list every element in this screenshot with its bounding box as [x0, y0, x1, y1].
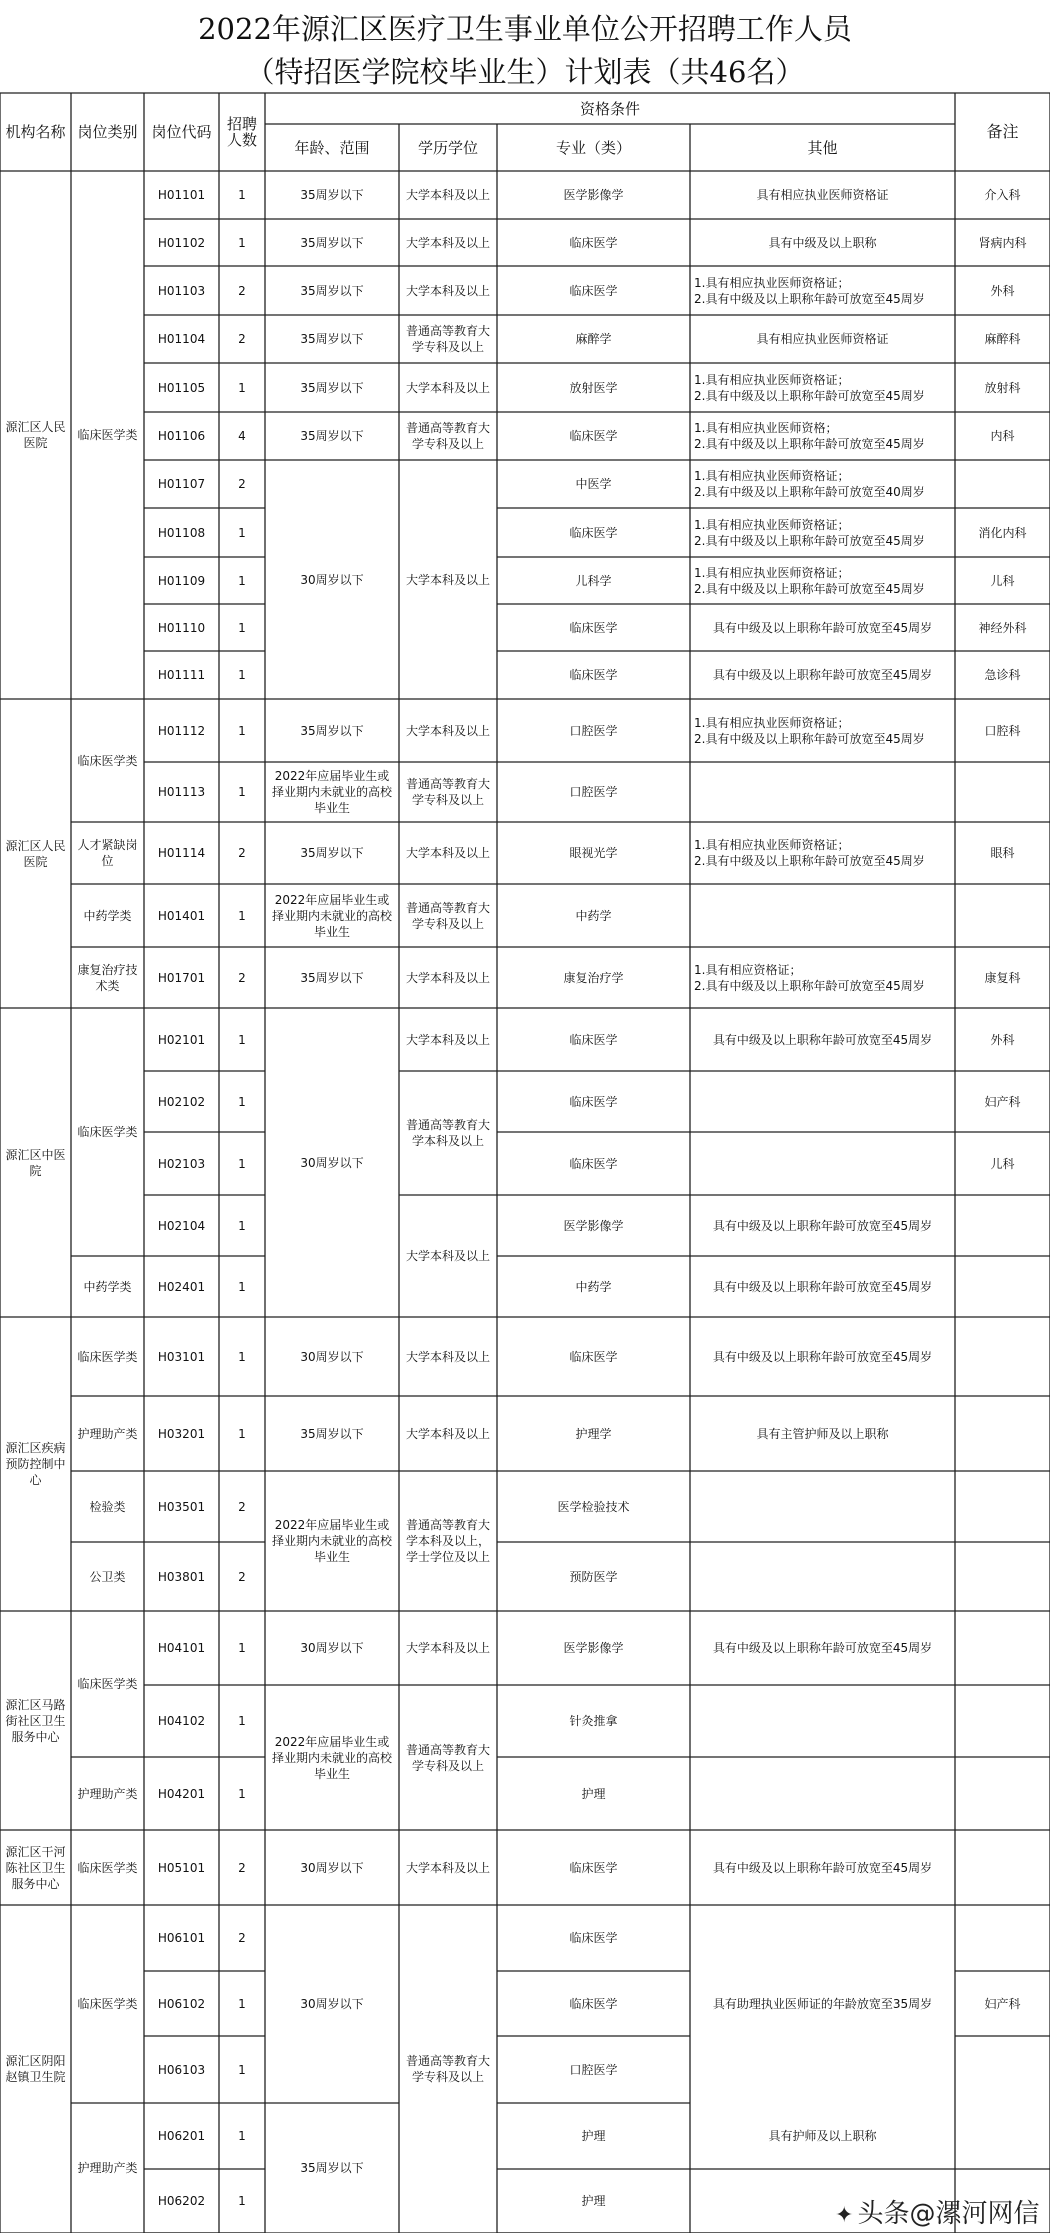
remark [955, 1757, 1050, 1830]
other-requirement: 1.具有相应资格证； 2.具有中级及以上职称年龄可放宽至45周岁 [694, 962, 925, 993]
remark [955, 1317, 1050, 1396]
post-code: H01110 [157, 620, 206, 635]
remark: 放射科 [984, 380, 1021, 395]
recruit-count: 1 [238, 1786, 246, 1801]
post-type: 人才紧缺岗位 [77, 838, 138, 868]
watermark [835, 2193, 1039, 2230]
major: 医学影像学 [563, 1641, 624, 1655]
major: 放射医学 [569, 380, 618, 395]
post-code: H01102 [157, 235, 206, 250]
post-type: 公卫类 [89, 1569, 126, 1584]
major: 临床医学 [569, 1094, 618, 1109]
other-requirement: 具有中级及以上职称年龄可放宽至45周岁 [712, 620, 933, 635]
post-code: H06201 [157, 2129, 206, 2143]
other-requirement: 1.具有相应执业医师资格证； 2.具有中级及以上职称年龄可放宽至40周岁 [694, 469, 925, 499]
post-type: 临床医学类 [77, 1860, 138, 1875]
education: 大学本科及以上 [405, 235, 490, 250]
other-requirement [690, 1132, 955, 1195]
education: 普通高等教育大学专科及以上 [405, 421, 490, 451]
post-type: 临床医学类 [77, 1677, 138, 1691]
recruit-count: 2 [238, 332, 246, 346]
post-type: 临床医学类 [77, 753, 138, 768]
major: 麻醉学 [575, 332, 612, 346]
age-range: 35周岁以下 [300, 429, 364, 443]
major: 临床医学 [569, 235, 618, 250]
major: 口腔医学 [569, 723, 618, 738]
post-type: 临床医学类 [77, 428, 138, 442]
post-code: H01106 [157, 429, 206, 443]
post-type: 中药学类 [83, 908, 132, 923]
other-requirement: 具有相应执业医师资格证 [756, 332, 889, 346]
age-range: 30周岁以下 [300, 1155, 364, 1170]
post-code: H02101 [157, 1032, 206, 1047]
other-requirement: 具有中级及以上职称年龄可放宽至45周岁 [712, 1349, 933, 1364]
post-code: H02103 [157, 1156, 206, 1171]
post-code: H01109 [157, 573, 206, 588]
header-code: 岗位代码 [151, 123, 212, 141]
major: 医学影像学 [563, 188, 624, 202]
major: 口腔医学 [569, 2062, 618, 2077]
remark [955, 460, 1050, 508]
education: 普通高等教育大学本科及以上，学士学位及以上 [405, 1518, 490, 1564]
remark [955, 1471, 1050, 1542]
post-code: H05101 [157, 1860, 206, 1875]
remark: 妇产科 [984, 1996, 1021, 2011]
remark: 口腔科 [984, 723, 1021, 738]
recruit-count: 1 [238, 1032, 246, 1047]
remark: 儿科 [990, 1156, 1015, 1171]
education: 大学本科及以上 [405, 283, 490, 298]
major: 临床医学 [569, 283, 618, 298]
education: 普通高等教育大学专科及以上 [405, 2054, 490, 2084]
other-requirement: 1.具有相应执业医师资格证； 2.具有中级及以上职称年龄可放宽至45周岁 [694, 838, 925, 868]
recruit-count: 1 [238, 1349, 246, 1364]
major: 临床医学 [569, 1860, 618, 1875]
age-range: 35周岁以下 [300, 846, 364, 860]
recruit-count: 2 [238, 477, 246, 491]
watermark-text: 头条@漯河网信 [857, 2199, 1040, 2229]
title-line-2: （特招医学院校毕业生）计划表（共46名） [245, 55, 805, 89]
major: 康复治疗学 [563, 970, 624, 985]
other-requirement: 具有中级及以上职称年龄可放宽至45周岁 [712, 1860, 933, 1875]
education: 大学本科及以上 [405, 723, 490, 738]
post-type: 护理助产类 [77, 2161, 138, 2175]
other-requirement [690, 1685, 955, 1757]
other-requirement [690, 1071, 955, 1132]
major: 临床医学 [569, 1156, 618, 1171]
remark [955, 1685, 1050, 1757]
post-type: 检验类 [89, 1499, 126, 1514]
major: 护理学 [575, 1426, 612, 1441]
remark: 外科 [990, 1032, 1015, 1047]
org-name: 源汇区人民医院 [5, 838, 66, 869]
post-code: H03501 [157, 1499, 206, 1514]
post-code: H01113 [157, 785, 206, 799]
post-code: H06103 [157, 2062, 206, 2077]
other-requirement: 具有助理执业医师证的年龄放宽至35周岁 [712, 1997, 933, 2011]
post-code: H03801 [157, 1569, 206, 1584]
remark [955, 1195, 1050, 1256]
post-code: H04102 [157, 1714, 206, 1728]
other-requirement: 具有中级及以上职称 [768, 235, 877, 250]
remark: 内科 [990, 429, 1015, 443]
recruit-count: 4 [238, 429, 246, 443]
other-requirement [690, 762, 955, 822]
recruit-count: 1 [238, 2129, 246, 2143]
header-other: 其他 [807, 138, 838, 157]
post-code: H01401 [157, 908, 206, 923]
major: 医学影像学 [563, 1218, 624, 1233]
recruit-count: 2 [238, 1499, 246, 1514]
remark [955, 1256, 1050, 1317]
education: 大学本科及以上 [405, 970, 490, 985]
remark: 外科 [990, 283, 1015, 298]
post-type: 康复治疗技术类 [77, 962, 138, 993]
other-requirement: 1.具有相应执业医师资格证； 2.具有中级及以上职称年龄可放宽至45周岁 [694, 517, 925, 548]
education: 大学本科及以上 [405, 380, 490, 395]
recruit-count: 1 [238, 380, 246, 395]
org-name: 源汇区人民医院 [5, 420, 66, 450]
org-name: 源汇区中医院 [5, 1147, 66, 1178]
recruit-count: 1 [238, 525, 246, 540]
remark: 介入科 [984, 188, 1021, 202]
remark [955, 762, 1050, 822]
education: 普通高等教育大学本科及以上 [405, 1118, 490, 1148]
post-code: H01111 [157, 668, 206, 682]
other-requirement [690, 1471, 955, 1542]
other-requirement: 1.具有相应执业医师资格证； 2.具有中级及以上职称年龄可放宽至45周岁 [694, 372, 925, 403]
recruit-count: 1 [238, 2062, 246, 2077]
recruit-count: 1 [238, 1279, 246, 1294]
post-type: 临床医学类 [77, 1125, 138, 1139]
org-name: 源汇区疾病预防控制中心 [5, 1441, 66, 1487]
major: 中药学 [575, 908, 612, 923]
title-line-1: 2022年源汇区医疗卫生事业单位公开招聘工作人员 [198, 12, 852, 46]
education: 大学本科及以上 [405, 846, 490, 860]
major: 护理 [581, 2194, 606, 2208]
recruit-count: 1 [238, 573, 246, 588]
major: 中药学 [575, 1279, 612, 1294]
post-code: H01701 [157, 970, 206, 985]
recruit-count: 2 [238, 846, 246, 860]
other-requirement: 1.具有相应执业医师资格； 2.具有中级及以上职称年龄可放宽至45周岁 [694, 421, 925, 451]
education: 普通高等教育大学专科及以上 [405, 900, 490, 931]
other-requirement [690, 1542, 955, 1611]
recruit-count: 1 [238, 2194, 246, 2208]
header-edu: 学历学位 [417, 138, 478, 157]
age-range: 2022年应届毕业生或择业期内未就业的高校毕业生 [271, 1518, 392, 1564]
education: 大学本科及以上 [405, 1349, 490, 1364]
age-range: 30周岁以下 [300, 1349, 364, 1364]
post-code: H06202 [157, 2194, 206, 2208]
remark [955, 2103, 1050, 2169]
remark: 儿科 [990, 573, 1015, 588]
remark: 麻醉科 [984, 332, 1021, 346]
post-code: H01103 [157, 283, 206, 298]
age-range: 2022年应届毕业生或择业期内未就业的高校毕业生 [271, 892, 392, 939]
post-type: 中药学类 [83, 1279, 132, 1294]
header-cond: 资格条件 [579, 99, 640, 118]
education: 大学本科及以上 [405, 1032, 490, 1047]
org-name: 源汇区马路街社区卫生服务中心 [5, 1697, 66, 1744]
post-code: H04201 [157, 1786, 206, 1801]
age-range: 35周岁以下 [300, 970, 364, 985]
other-requirement [690, 884, 955, 947]
recruit-count: 1 [238, 1714, 246, 1728]
major: 临床医学 [569, 429, 618, 443]
post-code: H02401 [157, 1279, 206, 1294]
major: 预防医学 [569, 1569, 618, 1584]
age-range: 2022年应届毕业生或择业期内未就业的高校毕业生 [271, 769, 392, 815]
recruit-count: 2 [238, 970, 246, 985]
major: 口腔医学 [569, 785, 618, 799]
recruit-count: 2 [238, 1860, 246, 1875]
major: 中医学 [575, 477, 612, 491]
education: 大学本科及以上 [405, 1860, 490, 1875]
education: 大学本科及以上 [405, 1426, 490, 1441]
remark [955, 884, 1050, 947]
age-range: 30周岁以下 [300, 572, 364, 587]
age-range: 35周岁以下 [300, 283, 364, 298]
age-range: 30周岁以下 [300, 1860, 364, 1875]
recruit-count: 2 [238, 1931, 246, 1945]
education: 大学本科及以上 [405, 1641, 490, 1655]
other-requirement: 具有中级及以上职称年龄可放宽至45周岁 [712, 1279, 933, 1294]
age-range: 35周岁以下 [300, 1426, 364, 1441]
major: 临床医学 [569, 668, 618, 682]
recruit-count: 1 [238, 235, 246, 250]
post-code: H01104 [157, 332, 206, 346]
remark: 肾病内科 [978, 235, 1027, 250]
other-requirement: 1.具有相应执业医师资格证； 2.具有中级及以上职称年龄可放宽至45周岁 [694, 715, 925, 746]
other-requirement: 具有护师及以上职称 [768, 2129, 877, 2143]
other-requirement: 1.具有相应执业医师资格证； 2.具有中级及以上职称年龄可放宽至45周岁 [694, 565, 925, 596]
recruit-count: 1 [238, 1094, 246, 1109]
recruit-count: 1 [238, 908, 246, 923]
recruit-count: 1 [238, 188, 246, 202]
post-code: H01112 [157, 723, 206, 738]
post-code: H01108 [157, 525, 206, 540]
education: 普通高等教育大学专科及以上 [405, 1742, 490, 1773]
org-name: 源汇区干河陈社区卫生服务中心 [5, 1844, 66, 1891]
post-code: H06102 [157, 1996, 206, 2011]
remark: 急诊科 [984, 668, 1021, 682]
post-code: H02102 [157, 1094, 206, 1109]
post-code: H01105 [157, 380, 206, 395]
major: 护理 [581, 1786, 606, 1801]
remark: 妇产科 [984, 1094, 1021, 1109]
major: 临床医学 [569, 620, 618, 635]
post-code: H02104 [157, 1218, 206, 1233]
major: 临床医学 [569, 1349, 618, 1364]
age-range: 35周岁以下 [300, 188, 364, 202]
remark: 康复科 [984, 970, 1021, 985]
age-range: 30周岁以下 [300, 1997, 364, 2011]
remark: 眼科 [990, 846, 1015, 860]
recruit-count: 1 [238, 785, 246, 799]
post-code: H03201 [157, 1426, 206, 1441]
education: 普通高等教育大学专科及以上 [405, 324, 490, 354]
remark: 消化内科 [978, 525, 1027, 540]
other-requirement: 1.具有相应执业医师资格证； 2.具有中级及以上职称年龄可放宽至45周岁 [694, 275, 925, 306]
major: 临床医学 [569, 1032, 618, 1047]
recruit-count: 1 [238, 620, 246, 635]
header-org: 机构名称 [5, 123, 66, 141]
major: 针灸推拿 [569, 1714, 618, 1728]
other-requirement [690, 1757, 955, 1830]
other-requirement: 具有中级及以上职称年龄可放宽至45周岁 [712, 668, 933, 682]
watermark-icon: ✦ [835, 2203, 854, 2228]
post-type: 护理助产类 [77, 1426, 138, 1441]
major: 医学检验技术 [557, 1499, 630, 1514]
other-requirement: 具有相应执业医师资格证 [756, 188, 889, 202]
other-requirement: 具有中级及以上职称年龄可放宽至45周岁 [712, 1218, 933, 1233]
post-code: H01107 [157, 477, 206, 491]
education: 大学本科及以上 [405, 188, 490, 202]
post-code: H03101 [157, 1349, 206, 1364]
major: 临床医学 [569, 1931, 618, 1945]
remark [955, 1611, 1050, 1685]
education: 普通高等教育大学专科及以上 [405, 777, 490, 807]
other-requirement: 具有主管护师及以上职称 [756, 1426, 889, 1441]
recruit-count: 1 [238, 668, 246, 682]
post-code: H01101 [157, 188, 206, 202]
post-type: 临床医学类 [77, 1997, 138, 2011]
age-range: 2022年应届毕业生或择业期内未就业的高校毕业生 [271, 1734, 392, 1781]
header-remark: 备注 [986, 122, 1019, 141]
age-range: 35周岁以下 [300, 723, 364, 738]
post-type: 临床医学类 [77, 1349, 138, 1364]
age-range: 35周岁以下 [300, 2161, 364, 2175]
post-code: H01114 [157, 846, 206, 860]
remark: 神经外科 [978, 620, 1027, 635]
recruit-count: 1 [238, 1641, 246, 1655]
recruit-count: 1 [238, 723, 246, 738]
major: 眼视光学 [569, 846, 618, 860]
other-requirement: 具有中级及以上职称年龄可放宽至45周岁 [712, 1641, 933, 1655]
post-type: 护理助产类 [77, 1786, 138, 1801]
recruit-count: 1 [238, 1996, 246, 2011]
major: 临床医学 [569, 1996, 618, 2011]
age-range: 30周岁以下 [300, 1641, 364, 1655]
age-range: 35周岁以下 [300, 235, 364, 250]
post-code: H06101 [157, 1931, 206, 1945]
recruit-count: 2 [238, 283, 246, 298]
age-range: 35周岁以下 [300, 380, 364, 395]
education: 大学本科及以上 [405, 1249, 490, 1263]
post-code: H04101 [157, 1641, 206, 1655]
other-requirement: 具有中级及以上职称年龄可放宽至45周岁 [712, 1032, 933, 1047]
header-num: 招聘人数 [226, 115, 257, 149]
header-major: 专业（类） [555, 138, 631, 157]
recruit-count: 1 [238, 1218, 246, 1233]
remark [955, 1830, 1050, 1905]
remark [955, 1396, 1050, 1471]
major: 护理 [581, 2129, 606, 2143]
remark [955, 1542, 1050, 1611]
header-age: 年龄、范围 [294, 138, 370, 157]
major: 儿科学 [575, 573, 612, 588]
header-type: 岗位类别 [77, 123, 138, 141]
recruit-count: 1 [238, 1156, 246, 1171]
org-name: 源汇区阴阳赵镇卫生院 [5, 2054, 66, 2084]
major: 临床医学 [569, 525, 618, 540]
recruit-count: 2 [238, 1569, 246, 1584]
age-range: 35周岁以下 [300, 332, 364, 346]
education: 大学本科及以上 [405, 572, 490, 587]
recruit-count: 1 [238, 1426, 246, 1441]
